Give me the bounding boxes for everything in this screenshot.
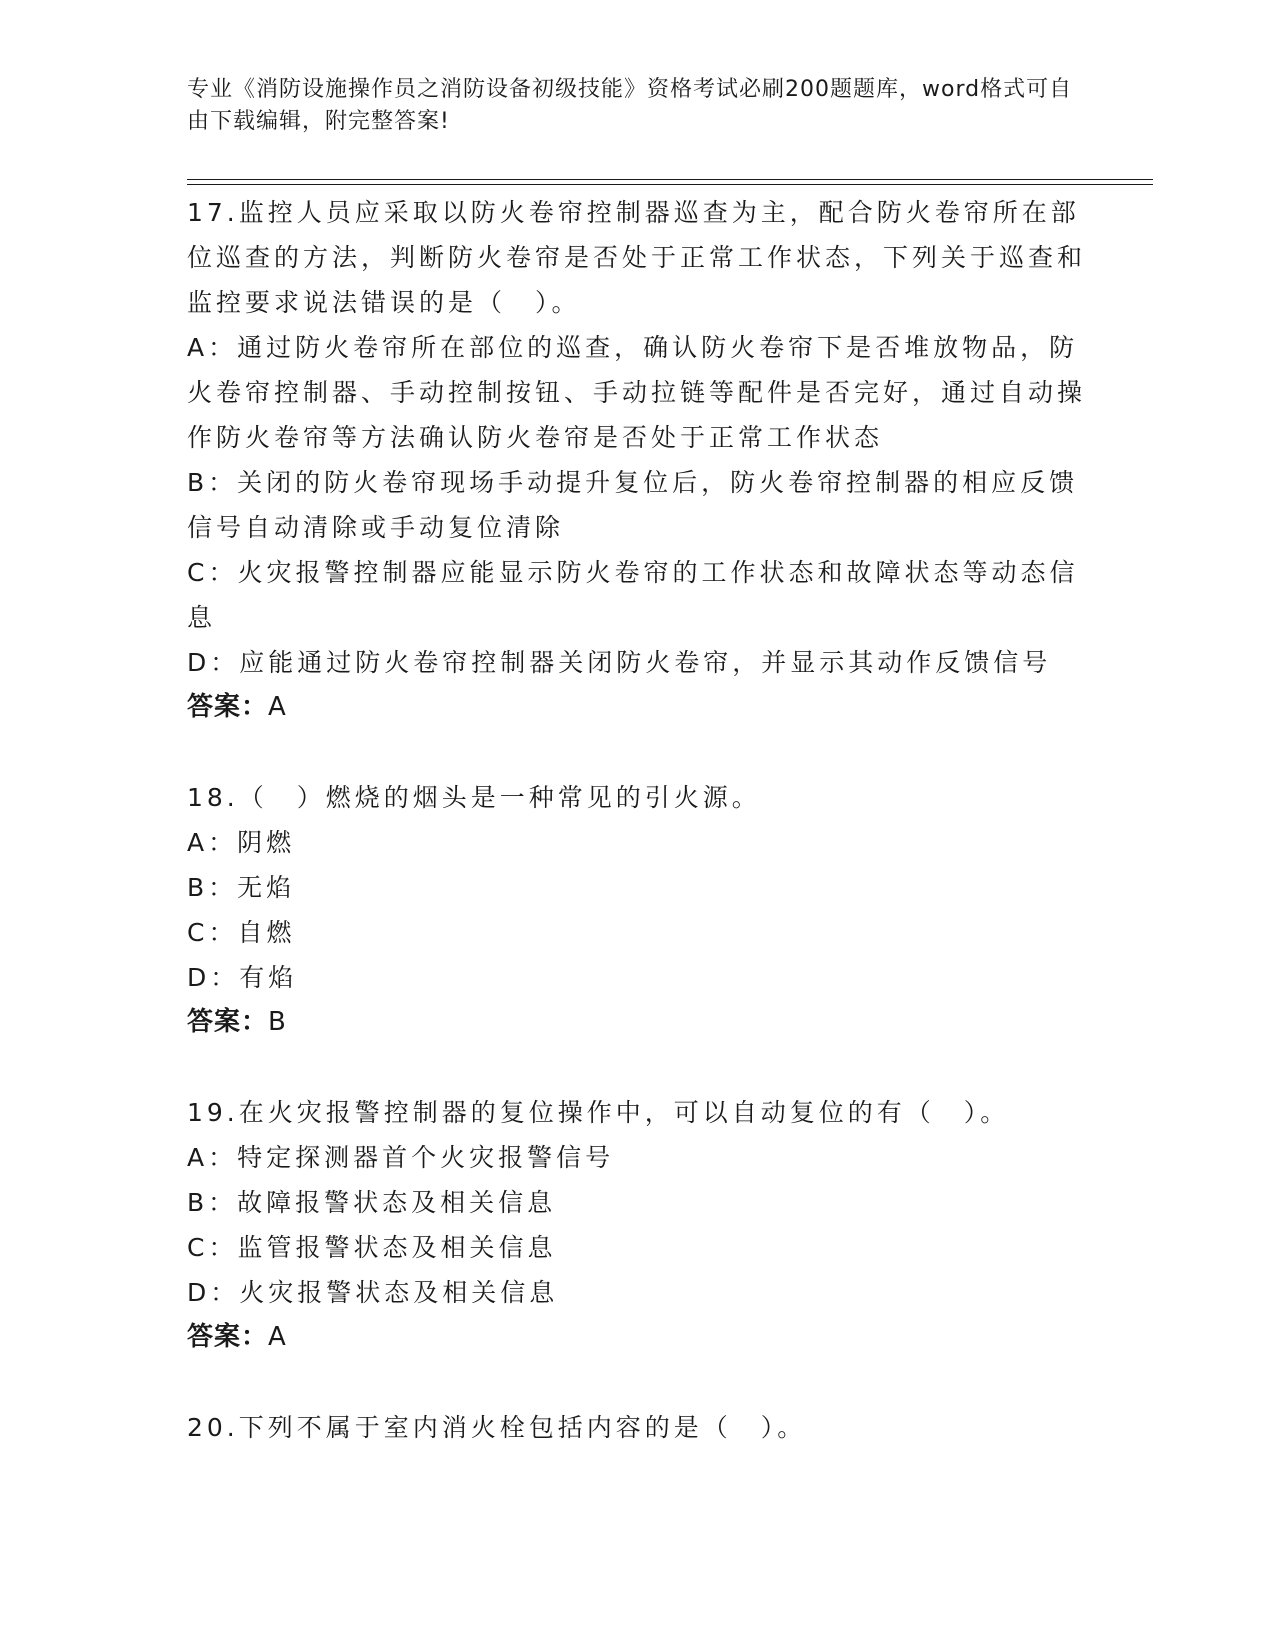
- answer-value: B: [268, 1007, 287, 1037]
- answer-line: [187, 1000, 1087, 1045]
- option-b: B：关闭的防火卷帘现场手动提升复位后，防火卷帘控制器的相应反馈信号自动清除或手动复位清除: [187, 468, 1079, 542]
- answer-value: A: [268, 1322, 287, 1352]
- option-b: B：故障报警状态及相关信息: [187, 1188, 557, 1217]
- option-a: A：特定探测器首个火灾报警信号: [187, 1143, 615, 1172]
- question-stem: 19.在火灾报警控制器的复位操作中，可以自动复位的有（ ）。: [187, 1098, 1010, 1127]
- header-rule-bottom: [187, 184, 1153, 185]
- option-d: D：火灾报警状态及相关信息: [187, 1278, 559, 1307]
- question-17: [187, 190, 1087, 730]
- option-b: B：无焰: [187, 873, 296, 902]
- option-c: C：火灾报警控制器应能显示防火卷帘的工作状态和故障状态等动态信息: [187, 558, 1079, 632]
- spacer: [187, 1360, 1087, 1405]
- question-stem: 20.下列不属于室内消火栓包括内容的是（ ）。: [187, 1413, 807, 1442]
- option-c: C：监管报警状态及相关信息: [187, 1233, 557, 1262]
- option-a: A：通过防火卷帘所在部位的巡查，确认防火卷帘下是否堆放物品，防火卷帘控制器、手动控制按钮、手动拉链等配件是否完好，通过自动操作防火卷帘等方法确认防火卷帘是否处于正常工作状态: [187, 333, 1087, 452]
- option-d: D：应能通过防火卷帘控制器关闭防火卷帘，并显示其动作反馈信号: [187, 648, 1052, 677]
- answer-line: [187, 1315, 1087, 1360]
- question-stem: 18.（ ）燃烧的烟头是一种常见的引火源。: [187, 783, 761, 812]
- option-a: A：阴燃: [187, 828, 296, 857]
- header-intro: 专业《消防设施操作员之消防设备初级技能》资格考试必刷200题题库，word格式可自由下载编辑，附完整答案!: [187, 77, 1073, 134]
- option-d: D：有焰: [187, 963, 298, 992]
- answer-label: 答案：: [187, 1007, 269, 1037]
- header-rule-top: [187, 179, 1153, 180]
- spacer: [187, 730, 1087, 775]
- question-stem: 17.监控人员应采取以防火卷帘控制器巡查为主，配合防火卷帘所在部位巡查的方法，判断防火卷帘是否处于正常工作状态，下列关于巡查和监控要求说法错误的是（ ）。: [187, 198, 1087, 317]
- question-20: [187, 1405, 1087, 1450]
- answer-label: 答案：: [187, 692, 269, 722]
- answer-value: A: [268, 692, 287, 722]
- answer-line: [187, 685, 1087, 730]
- question-18: [187, 775, 1087, 1045]
- question-19: [187, 1090, 1087, 1360]
- spacer: [187, 1045, 1087, 1090]
- question-list: [187, 190, 1087, 1450]
- option-c: C：自燃: [187, 918, 296, 947]
- answer-label: 答案：: [187, 1322, 269, 1352]
